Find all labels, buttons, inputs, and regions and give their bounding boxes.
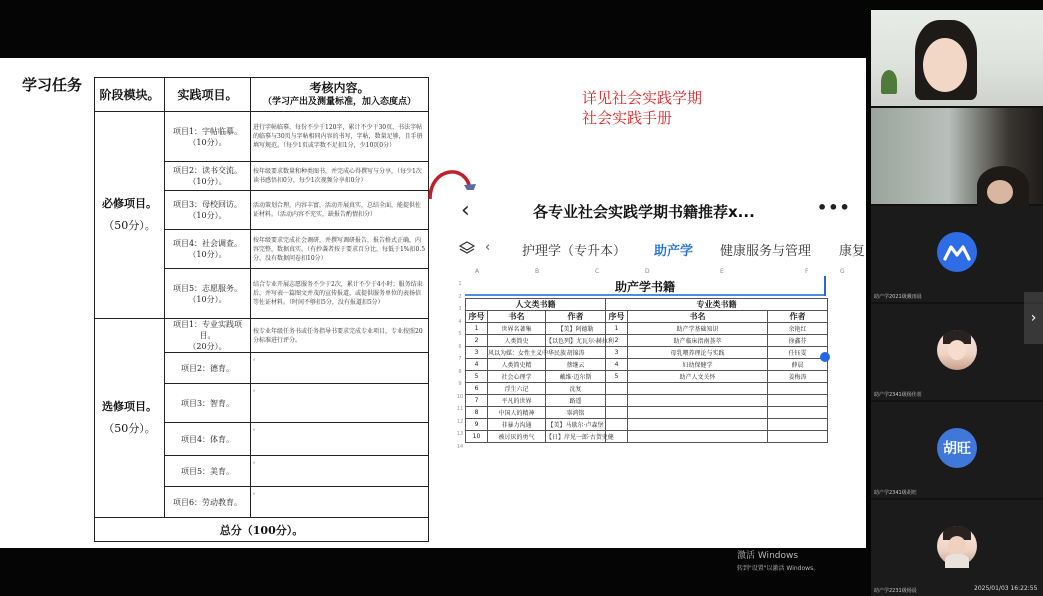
table-cell: 蔡继云 — [546, 359, 606, 371]
content-cell: 。 — [251, 384, 429, 423]
table-cell: 余艳红 — [768, 323, 828, 335]
task-table — [94, 77, 429, 542]
table-cell: 助产人文关怀 — [628, 371, 768, 383]
project-cell: 项目1：专业实践项目。 （20分）。 — [165, 319, 251, 353]
project-cell: 项目5：美育。 — [165, 456, 251, 487]
table-row — [466, 395, 828, 407]
app-logo-icon — [944, 243, 970, 261]
content-cell: 。 — [251, 353, 429, 384]
table-row — [466, 371, 828, 383]
table-cell — [606, 395, 628, 407]
header-module: 阶段模块。 — [95, 78, 165, 112]
header-project: 实践项目。 — [165, 78, 251, 112]
table-cell: 任钰雯 — [768, 347, 828, 359]
sheet-title: 助产学书籍 — [465, 278, 825, 296]
elective-module — [95, 319, 165, 518]
project-cell: 项目5：志愿服务。 （10分）。 — [165, 269, 251, 319]
project-cell: 项目2：德育。 — [165, 353, 251, 384]
table-cell — [768, 395, 828, 407]
project-cell: 项目3：智育。 — [165, 384, 251, 423]
project-cell: 项目1：字帖临摹。 （10分）。 — [165, 112, 251, 162]
table-cell: 8 — [466, 407, 488, 419]
content-cell: 按专业年级任务书或任务指导书要求完成专业项目，专业按照20分标准进行评分。 — [251, 319, 429, 353]
table-cell: 助产临床指南荟萃 — [628, 335, 768, 347]
table-cell: 5 — [466, 371, 488, 383]
table-cell: 戴维·迈尔斯 — [546, 371, 606, 383]
table-cell — [628, 419, 768, 431]
timestamp: 2025/01/03 16:22:55 — [974, 585, 1038, 592]
content-cell: 。 — [251, 423, 429, 456]
avatar — [937, 232, 977, 272]
selection-handle-dot — [820, 352, 830, 362]
tab-midwifery: 助产学 — [654, 244, 694, 259]
tab-health-service: 健康服务与管理 — [720, 244, 812, 259]
shared-slide — [0, 58, 866, 572]
participant-name: 助产工程系授课教师 — [874, 98, 920, 104]
project-cell: 项目2：读书交流。 （10分）。 — [165, 162, 251, 191]
project-cell: 项目6：劳动教育。 — [165, 487, 251, 518]
spreadsheet — [455, 268, 853, 572]
table-cell: 助产学基础知识 — [628, 323, 768, 335]
project-cell: 项目4：社会调查。 （10分）。 — [165, 230, 251, 269]
avatar: 胡旺 — [937, 428, 977, 468]
windows-watermark: 激活 Windows 转到"设置"以激活 Windows。 — [737, 551, 820, 572]
table-cell — [768, 431, 828, 443]
table-cell: 6 — [466, 383, 488, 395]
group-professional: 专业类书籍 — [606, 299, 828, 311]
table-cell: 母乳喂养理论与实践 — [628, 347, 768, 359]
content-cell: 。 — [251, 456, 429, 487]
table-cell — [628, 383, 768, 395]
more-icon: ••• — [817, 198, 851, 217]
table-cell — [606, 419, 628, 431]
selection-handle-line — [824, 276, 826, 296]
avatar — [937, 330, 977, 370]
table-cell — [628, 431, 768, 443]
project-cell: 项目3：母校回访。 （10分）。 — [165, 191, 251, 230]
table-cell: 1 — [466, 323, 488, 335]
header-content-title: 考核内容。 — [309, 80, 370, 95]
participant-panel — [871, 10, 1043, 596]
table-row — [466, 383, 828, 395]
table-row — [466, 323, 828, 335]
table-cell: 【美】马歇尔·卢森堡 — [546, 419, 606, 431]
avatar — [937, 526, 977, 566]
table-cell: 7 — [466, 395, 488, 407]
table-row — [466, 359, 828, 371]
participant-name: 助产学2341级杨佳蓝 — [874, 392, 922, 398]
tab-rehab: 康复 — [839, 244, 866, 259]
content-cell: 。 — [251, 487, 429, 518]
table-cell — [606, 407, 628, 419]
table-cell: 妇幼保健学 — [628, 359, 768, 371]
group-humanities: 人文类书籍 — [466, 299, 606, 311]
table-cell: 胡锦涛 — [546, 347, 606, 359]
table-row — [466, 347, 828, 359]
table-cell: 2 — [466, 335, 488, 347]
table-cell: 【日】岸见一郎·古贺史健 — [546, 431, 606, 443]
content-cell: 按年级要求完成社会调研，并撰写调研报告，报告格式正确，内容完整，数据真实。（有抄袭者按于要求百分比，每低于1%扣0.5分，没有数据问卷扣10分） — [251, 230, 429, 269]
table-row — [466, 407, 828, 419]
table-cell: 姜梅涛 — [768, 371, 828, 383]
slide-title: 学习任务 — [22, 76, 83, 94]
table-cell: 路遥 — [546, 395, 606, 407]
table-cell — [606, 383, 628, 395]
participant-tile[interactable] — [871, 206, 1043, 302]
table-row — [466, 431, 828, 443]
table-cell: 被讨厌的勇气 — [488, 431, 546, 443]
participant-tile[interactable] — [871, 304, 1043, 400]
participant-tile[interactable] — [871, 108, 1043, 204]
table-cell: 3 — [606, 347, 628, 359]
table-cell — [768, 407, 828, 419]
table-cell: 世界名著集 — [488, 323, 546, 335]
required-label: 必修项目。 — [102, 197, 157, 210]
table-cell: 4 — [606, 359, 628, 371]
phone-header — [455, 190, 853, 230]
elective-label: 选修项目。 — [102, 400, 157, 413]
table-cell: 9 — [466, 419, 488, 431]
table-cell: 沈复 — [546, 383, 606, 395]
table-cell: 风以为媒：女性主义中华民族 — [488, 347, 546, 359]
row-numbers: 1 2 3 4 5 6 7 8 9 10 11 12 13 14 — [456, 281, 464, 450]
participant-name: 助产学2341级胡旺 — [874, 490, 917, 496]
book-table — [465, 298, 828, 443]
table-row — [466, 335, 828, 347]
required-points: （50分）。 — [103, 219, 156, 232]
table-cell: 4 — [466, 359, 488, 371]
table-cell: 平凡的世界 — [488, 395, 546, 407]
phone-screenshot — [455, 190, 866, 572]
content-cell: 进行字帖临摹，每份不少于120字，累计不少于30页，书法字帖的临摹与30页与字帖相同内容的书写，字帖，数量足够，且手册填写规范。（每少1页或字数不足扣1分，少10页0分） — [251, 112, 429, 162]
table-cell: 人类简史 — [488, 335, 546, 347]
participant-tile[interactable] — [871, 10, 1043, 106]
column-letters: A B C D E F G — [475, 268, 845, 275]
table-cell: 非暴力沟通 — [488, 419, 546, 431]
header-content-sub: （学习产出及测量标准，加入态度点） — [262, 96, 416, 107]
content-cell: 活动策划合理，内容丰富，活动开展真实，总结全面，能提供佐证材料。（活动内容不充实，缺报告酌情扣分） — [251, 191, 429, 230]
sheet-tabs — [455, 236, 866, 264]
table-cell: 人类简史精 — [488, 359, 546, 371]
table-cell: 1 — [606, 323, 628, 335]
elective-points: （50分）。 — [103, 422, 156, 435]
table-cell: 10 — [466, 431, 488, 443]
header-content — [251, 78, 429, 112]
table-cell: 3 — [466, 347, 488, 359]
table-cell: 2 — [606, 335, 628, 347]
next-page-button[interactable]: › — [1024, 292, 1043, 344]
tab-scroll-left-icon: ‹ — [485, 240, 491, 255]
table-cell: 浮生六记 — [488, 383, 546, 395]
content-cell: 按年级要求数量和种类图书，并完成心得撰写与分享，（每少1次读书感悟扣0分，每少1次视频分享扣0分） — [251, 162, 429, 191]
table-cell: 中国人的精神 — [488, 407, 546, 419]
participant-name: 助产学2231级杨晨 — [874, 588, 917, 594]
table-cell — [628, 395, 768, 407]
participant-name: 助产学2021级戴雨晨 — [874, 294, 922, 300]
content-cell: 结合专业开展志愿服务不少于2次，累计不少于4小时；服务结束后，并写表一篇图文并茂的宣传报道，或提供服务单位的表扬信等佐证材料。（时间不够扣5分，没有报道扣5分） — [251, 269, 429, 319]
project-cell: 项目4：体育。 — [165, 423, 251, 456]
participant-tile[interactable] — [871, 402, 1043, 498]
required-module — [95, 112, 165, 319]
table-cell — [768, 419, 828, 431]
phone-title: 各专业社会实践学期书籍推荐x... — [533, 203, 755, 221]
red-note — [582, 88, 702, 128]
table-cell: 社会心理学 — [488, 371, 546, 383]
tab-nursing: 护理学（专升本） — [522, 244, 627, 259]
back-icon: ‹ — [461, 198, 470, 223]
table-cell: 【以色列】尤瓦尔·赫拉利 — [546, 335, 606, 347]
table-header-row: 序号 书名 作者 序号 书名 作者 — [466, 311, 828, 323]
table-row — [466, 419, 828, 431]
table-cell — [768, 383, 828, 395]
red-note-line1: 详见社会实践学期 — [582, 89, 703, 107]
table-cell: 【美】阿德勒 — [546, 323, 606, 335]
table-cell — [628, 407, 768, 419]
total-score: 总分（100分）。 — [95, 518, 429, 542]
participant-tile[interactable] — [871, 500, 1043, 596]
table-cell: 徐鑫芬 — [768, 335, 828, 347]
table-cell: 5 — [606, 371, 628, 383]
layers-icon — [459, 240, 475, 256]
red-note-line2: 社会实践手册 — [582, 109, 673, 127]
table-cell: 薛晨 — [768, 359, 828, 371]
table-cell: 辜鸿铭 — [546, 407, 606, 419]
